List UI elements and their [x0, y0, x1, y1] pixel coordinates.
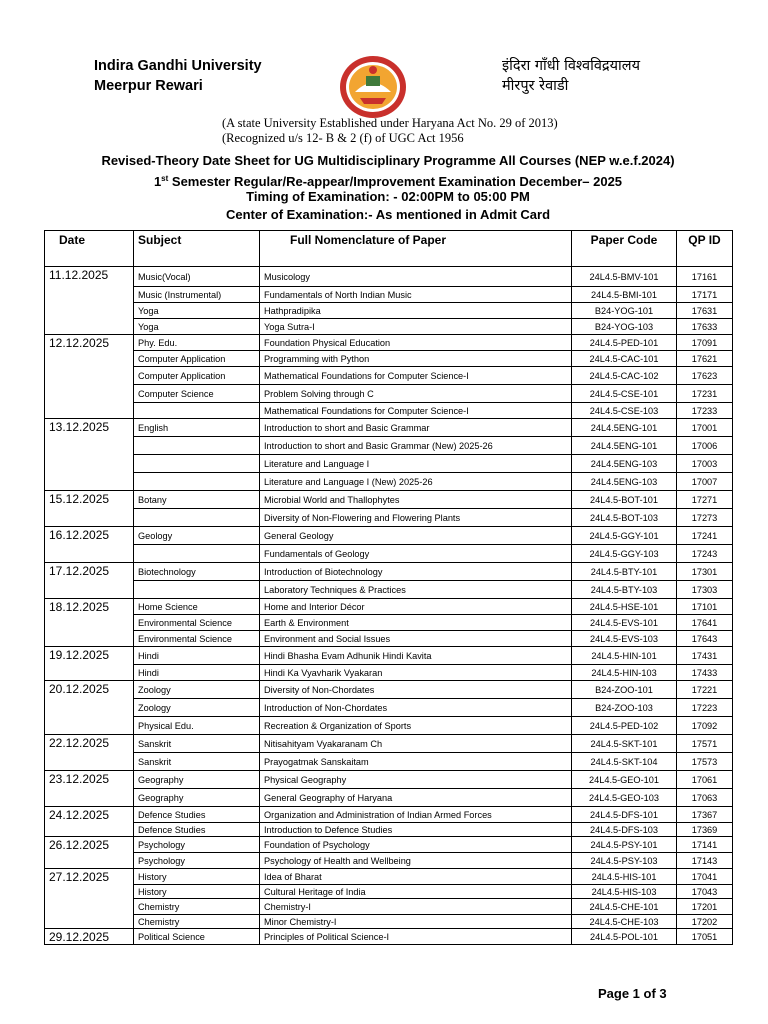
- qp-id-cell: 17092: [677, 717, 733, 735]
- paper-name-cell: General Geography of Haryana: [260, 789, 572, 807]
- qp-id-cell: 17091: [677, 335, 733, 351]
- table-row: [45, 699, 733, 717]
- paper-name-cell: Home and Interior Décor: [260, 599, 572, 615]
- paper-name-cell: Foundation Physical Education: [260, 335, 572, 351]
- header-date: Date: [45, 231, 134, 267]
- qp-id-cell: 17001: [677, 419, 733, 437]
- paper-name-cell: Fundamentals of Geology: [260, 545, 572, 563]
- paper-code-cell: 24L4.5-DFS-101: [572, 807, 677, 823]
- header-qp-id: QP ID: [677, 231, 733, 267]
- paper-name-cell: Prayogatmak Sanskaitam: [260, 753, 572, 771]
- header-paper-code: Paper Code: [572, 231, 677, 267]
- table-row: [45, 869, 733, 885]
- paper-name-cell: Idea of Bharat: [260, 869, 572, 885]
- paper-name-cell: Psychology of Health and Wellbeing: [260, 853, 572, 869]
- qp-id-cell: 17161: [677, 267, 733, 287]
- paper-name-cell: Diversity of Non-Flowering and Flowering Plants: [260, 509, 572, 527]
- table-row: [45, 319, 733, 335]
- subject-cell: Psychology: [134, 837, 260, 853]
- paper-name-cell: Hindi Bhasha Evam Adhunik Hindi Kavita: [260, 647, 572, 665]
- document-titles: [44, 152, 732, 224]
- table-row: [45, 491, 733, 509]
- subject-cell: [134, 437, 260, 455]
- qp-id-cell: 17003: [677, 455, 733, 473]
- paper-code-cell: 24L4.5-GGY-103: [572, 545, 677, 563]
- paper-name-cell: General Geology: [260, 527, 572, 545]
- paper-code-cell: 24L4.5ENG-101: [572, 419, 677, 437]
- paper-code-cell: 24L4.5-GEO-101: [572, 771, 677, 789]
- table-row: [45, 509, 733, 527]
- paper-name-cell: Fundamentals of North Indian Music: [260, 287, 572, 303]
- table-row: [45, 853, 733, 869]
- semester-number: 1: [153, 174, 162, 189]
- subject-cell: Phy. Edu.: [134, 335, 260, 351]
- table-row: [45, 823, 733, 837]
- university-logo: [338, 54, 408, 120]
- qp-id-cell: 17143: [677, 853, 733, 869]
- table-row: [45, 615, 733, 631]
- table-row: [45, 303, 733, 319]
- date-sheet-table: [44, 230, 733, 945]
- paper-name-cell: Introduction of Biotechnology: [260, 563, 572, 581]
- table-row: [45, 545, 733, 563]
- qp-id-cell: 17631: [677, 303, 733, 319]
- qp-id-cell: 17273: [677, 509, 733, 527]
- establishment-note: [222, 116, 558, 146]
- paper-code-cell: 24L4.5-CSE-101: [572, 385, 677, 403]
- paper-code-cell: 24L4.5-BTY-103: [572, 581, 677, 599]
- subject-cell: History: [134, 869, 260, 885]
- paper-code-cell: 24L4.5ENG-101: [572, 437, 677, 455]
- paper-code-cell: B24-YOG-101: [572, 303, 677, 319]
- university-location: Meerpur Rewari: [94, 78, 203, 94]
- paper-code-cell: 24L4.5-HIS-101: [572, 869, 677, 885]
- subject-cell: Geography: [134, 789, 260, 807]
- table-row: [45, 771, 733, 789]
- subject-cell: Yoga: [134, 319, 260, 335]
- paper-name-cell: Physical Geography: [260, 771, 572, 789]
- paper-name-cell: Mathematical Foundations for Computer Science-I: [260, 403, 572, 419]
- paper-code-cell: 24L4.5ENG-103: [572, 455, 677, 473]
- qp-id-cell: 17243: [677, 545, 733, 563]
- subject-cell: Psychology: [134, 853, 260, 869]
- qp-id-cell: 17063: [677, 789, 733, 807]
- paper-name-cell: Nitisahityam Vyakaranam Ch: [260, 735, 572, 753]
- table-row: [45, 717, 733, 735]
- qp-id-cell: 17061: [677, 771, 733, 789]
- table-row: [45, 527, 733, 545]
- qp-id-cell: 17621: [677, 351, 733, 367]
- qp-id-cell: 17623: [677, 367, 733, 385]
- paper-name-cell: Cultural Heritage of India: [260, 885, 572, 899]
- exam-date: 20.12.2025: [45, 681, 134, 735]
- exam-date: 22.12.2025: [45, 735, 134, 771]
- paper-name-cell: Introduction to short and Basic Grammar (New) 2025-26: [260, 437, 572, 455]
- exam-date: 16.12.2025: [45, 527, 134, 563]
- qp-id-cell: 17201: [677, 899, 733, 915]
- qp-id-cell: 17101: [677, 599, 733, 615]
- qp-id-cell: 17641: [677, 615, 733, 631]
- table-row: [45, 915, 733, 929]
- table-row: [45, 789, 733, 807]
- paper-code-cell: 24L4.5-HIN-103: [572, 665, 677, 681]
- paper-name-cell: Hathpradipika: [260, 303, 572, 319]
- paper-code-cell: 24L4.5-PSY-103: [572, 853, 677, 869]
- qp-id-cell: 17573: [677, 753, 733, 771]
- subject-cell: Environmental Science: [134, 631, 260, 647]
- paper-name-cell: Problem Solving through C: [260, 385, 572, 403]
- exam-date: 29.12.2025: [45, 929, 134, 945]
- paper-code-cell: 24L4.5-CAC-102: [572, 367, 677, 385]
- subject-cell: Computer Science: [134, 385, 260, 403]
- subject-cell: Hindi: [134, 647, 260, 665]
- paper-code-cell: 24L4.5-EVS-103: [572, 631, 677, 647]
- table-row: [45, 807, 733, 823]
- paper-name-cell: Laboratory Techniques & Practices: [260, 581, 572, 599]
- subject-cell: Botany: [134, 491, 260, 509]
- paper-name-cell: Programming with Python: [260, 351, 572, 367]
- recognition-line: (Recognized u/s 12- B & 2 (f) of UGC Act 1956: [222, 131, 464, 145]
- table-row: [45, 419, 733, 437]
- paper-code-cell: 24L4.5-PSY-101: [572, 837, 677, 853]
- exam-date: 23.12.2025: [45, 771, 134, 807]
- table-row: [45, 647, 733, 665]
- table-row: [45, 287, 733, 303]
- table-row: [45, 437, 733, 455]
- paper-code-cell: 24L4.5-HIS-103: [572, 885, 677, 899]
- paper-name-cell: Mathematical Foundations for Computer Science-I: [260, 367, 572, 385]
- table-row: [45, 753, 733, 771]
- qp-id-cell: 17241: [677, 527, 733, 545]
- paper-name-cell: Musicology: [260, 267, 572, 287]
- subject-cell: [134, 581, 260, 599]
- table-row: [45, 735, 733, 753]
- table-header-row: [45, 231, 733, 267]
- qp-id-cell: 17271: [677, 491, 733, 509]
- paper-code-cell: 24L4.5-BMV-101: [572, 267, 677, 287]
- paper-name-cell: Hindi Ka Vyavharik Vyakaran: [260, 665, 572, 681]
- paper-name-cell: Recreation & Organization of Sports: [260, 717, 572, 735]
- qp-id-cell: 17369: [677, 823, 733, 837]
- paper-code-cell: B24-ZOO-101: [572, 681, 677, 699]
- paper-name-cell: Environment and Social Issues: [260, 631, 572, 647]
- subject-cell: Defence Studies: [134, 807, 260, 823]
- qp-id-cell: 17051: [677, 929, 733, 945]
- qp-id-cell: 17007: [677, 473, 733, 491]
- table-row: [45, 665, 733, 681]
- exam-date: 26.12.2025: [45, 837, 134, 869]
- subject-cell: Home Science: [134, 599, 260, 615]
- exam-date: 12.12.2025: [45, 335, 134, 419]
- semester-ordinal: st: [161, 174, 169, 183]
- paper-code-cell: 24L4.5-HSE-101: [572, 599, 677, 615]
- qp-id-cell: 17571: [677, 735, 733, 753]
- exam-date: 18.12.2025: [45, 599, 134, 647]
- paper-code-cell: 24L4.5-SKT-104: [572, 753, 677, 771]
- subject-cell: Geology: [134, 527, 260, 545]
- table-row: [45, 367, 733, 385]
- qp-id-cell: 17301: [677, 563, 733, 581]
- university-name-english: [94, 56, 262, 96]
- paper-code-cell: 24L4.5ENG-103: [572, 473, 677, 491]
- paper-code-cell: 24L4.5-POL-101: [572, 929, 677, 945]
- exam-date: 27.12.2025: [45, 869, 134, 929]
- paper-name-cell: Introduction of Non-Chordates: [260, 699, 572, 717]
- table-row: [45, 929, 733, 945]
- qp-id-cell: 17171: [677, 287, 733, 303]
- table-row: [45, 385, 733, 403]
- qp-id-cell: 17041: [677, 869, 733, 885]
- paper-name-cell: Introduction to short and Basic Grammar: [260, 419, 572, 437]
- table-row: [45, 455, 733, 473]
- qp-id-cell: 17006: [677, 437, 733, 455]
- subject-cell: Geography: [134, 771, 260, 789]
- table-row: [45, 885, 733, 899]
- paper-name-cell: Introduction to Defence Studies: [260, 823, 572, 837]
- subject-cell: History: [134, 885, 260, 899]
- subject-cell: Defence Studies: [134, 823, 260, 837]
- exam-date: 19.12.2025: [45, 647, 134, 681]
- paper-code-cell: 24L4.5-PED-101: [572, 335, 677, 351]
- subject-cell: Chemistry: [134, 915, 260, 929]
- university-location-hi: मीरपुर रेवाडी: [502, 78, 569, 94]
- table-row: [45, 581, 733, 599]
- exam-date: 13.12.2025: [45, 419, 134, 491]
- subject-cell: Environmental Science: [134, 615, 260, 631]
- paper-name-cell: Organization and Administration of Indian Armed Forces: [260, 807, 572, 823]
- document-title: Revised-Theory Date Sheet for UG Multidisciplinary Programme All Courses (NEP w.e.f.2024): [101, 153, 675, 168]
- subject-cell: [134, 403, 260, 419]
- exam-date: 15.12.2025: [45, 491, 134, 527]
- paper-name-cell: Literature and Language I (New) 2025-26: [260, 473, 572, 491]
- paper-code-cell: 24L4.5-HIN-101: [572, 647, 677, 665]
- subject-cell: Music (Instrumental): [134, 287, 260, 303]
- subject-cell: Music(Vocal): [134, 267, 260, 287]
- subject-cell: [134, 455, 260, 473]
- subject-cell: Yoga: [134, 303, 260, 319]
- qp-id-cell: 17043: [677, 885, 733, 899]
- paper-code-cell: 24L4.5-EVS-101: [572, 615, 677, 631]
- semester-title: [44, 170, 732, 188]
- university-name-hi: इंदिरा गाँधी विश्वविद्रयालय: [502, 58, 641, 74]
- paper-name-cell: Earth & Environment: [260, 615, 572, 631]
- qp-id-cell: 17223: [677, 699, 733, 717]
- table-row: [45, 351, 733, 367]
- paper-code-cell: 24L4.5-PED-102: [572, 717, 677, 735]
- qp-id-cell: 17233: [677, 403, 733, 419]
- subject-cell: [134, 545, 260, 563]
- semester-text: Semester Regular/Re-appear/Improvement Examination December– 2025: [168, 174, 623, 189]
- subject-cell: Hindi: [134, 665, 260, 681]
- subject-cell: Zoology: [134, 681, 260, 699]
- table-row: [45, 473, 733, 491]
- exam-date: 11.12.2025: [45, 267, 134, 335]
- table-row: [45, 899, 733, 915]
- subject-cell: [134, 473, 260, 491]
- paper-code-cell: 24L4.5-CAC-101: [572, 351, 677, 367]
- paper-name-cell: Minor Chemistry-I: [260, 915, 572, 929]
- subject-cell: English: [134, 419, 260, 437]
- paper-code-cell: 24L4.5-DFS-103: [572, 823, 677, 837]
- paper-code-cell: B24-YOG-103: [572, 319, 677, 335]
- subject-cell: Sanskrit: [134, 735, 260, 753]
- subject-cell: [134, 509, 260, 527]
- exam-date: 17.12.2025: [45, 563, 134, 599]
- subject-cell: Zoology: [134, 699, 260, 717]
- subject-cell: Computer Application: [134, 351, 260, 367]
- qp-id-cell: 17643: [677, 631, 733, 647]
- qp-id-cell: 17221: [677, 681, 733, 699]
- paper-name-cell: Microbial World and Thallophytes: [260, 491, 572, 509]
- paper-name-cell: Principles of Political Science-I: [260, 929, 572, 945]
- table-row: [45, 681, 733, 699]
- subject-cell: Computer Application: [134, 367, 260, 385]
- university-name-hindi: [502, 56, 640, 96]
- exam-date: 24.12.2025: [45, 807, 134, 837]
- table-row: [45, 599, 733, 615]
- header-paper: Full Nomenclature of Paper: [260, 231, 572, 267]
- exam-center: Center of Examination:- As mentioned in Admit Card: [225, 207, 551, 222]
- paper-name-cell: Literature and Language I: [260, 455, 572, 473]
- exam-timing: Timing of Examination: - 02:00PM to 05:00 PM: [246, 189, 530, 204]
- qp-id-cell: 17202: [677, 915, 733, 929]
- paper-code-cell: 24L4.5-GEO-103: [572, 789, 677, 807]
- header-subject: Subject: [134, 231, 260, 267]
- paper-code-cell: B24-ZOO-103: [572, 699, 677, 717]
- qp-id-cell: 17633: [677, 319, 733, 335]
- qp-id-cell: 17303: [677, 581, 733, 599]
- paper-name-cell: Foundation of Psychology: [260, 837, 572, 853]
- subject-cell: Sanskrit: [134, 753, 260, 771]
- paper-code-cell: 24L4.5-BOT-103: [572, 509, 677, 527]
- paper-code-cell: 24L4.5-SKT-101: [572, 735, 677, 753]
- qp-id-cell: 17367: [677, 807, 733, 823]
- paper-code-cell: 24L4.5-CHE-103: [572, 915, 677, 929]
- paper-name-cell: Yoga Sutra-I: [260, 319, 572, 335]
- table-row: [45, 563, 733, 581]
- paper-code-cell: 24L4.5-BOT-101: [572, 491, 677, 509]
- subject-cell: Physical Edu.: [134, 717, 260, 735]
- paper-code-cell: 24L4.5-GGY-101: [572, 527, 677, 545]
- table-row: [45, 837, 733, 853]
- paper-code-cell: 24L4.5-BTY-101: [572, 563, 677, 581]
- qp-id-cell: 17431: [677, 647, 733, 665]
- subject-cell: Biotechnology: [134, 563, 260, 581]
- paper-code-cell: 24L4.5-CHE-101: [572, 899, 677, 915]
- subject-cell: Chemistry: [134, 899, 260, 915]
- paper-code-cell: 24L4.5-BMI-101: [572, 287, 677, 303]
- university-name: Indira Gandhi University: [94, 58, 262, 74]
- qp-id-cell: 17231: [677, 385, 733, 403]
- paper-code-cell: 24L4.5-CSE-103: [572, 403, 677, 419]
- paper-name-cell: Diversity of Non-Chordates: [260, 681, 572, 699]
- subject-cell: Political Science: [134, 929, 260, 945]
- table-row: [45, 267, 733, 287]
- paper-name-cell: Chemistry-I: [260, 899, 572, 915]
- table-row: [45, 335, 733, 351]
- qp-id-cell: 17141: [677, 837, 733, 853]
- table-row: [45, 631, 733, 647]
- page-number: Page 1 of 3: [598, 986, 667, 1001]
- qp-id-cell: 17433: [677, 665, 733, 681]
- table-row: [45, 403, 733, 419]
- establishment-line: (A state University Established under Haryana Act No. 29 of 2013): [222, 116, 558, 130]
